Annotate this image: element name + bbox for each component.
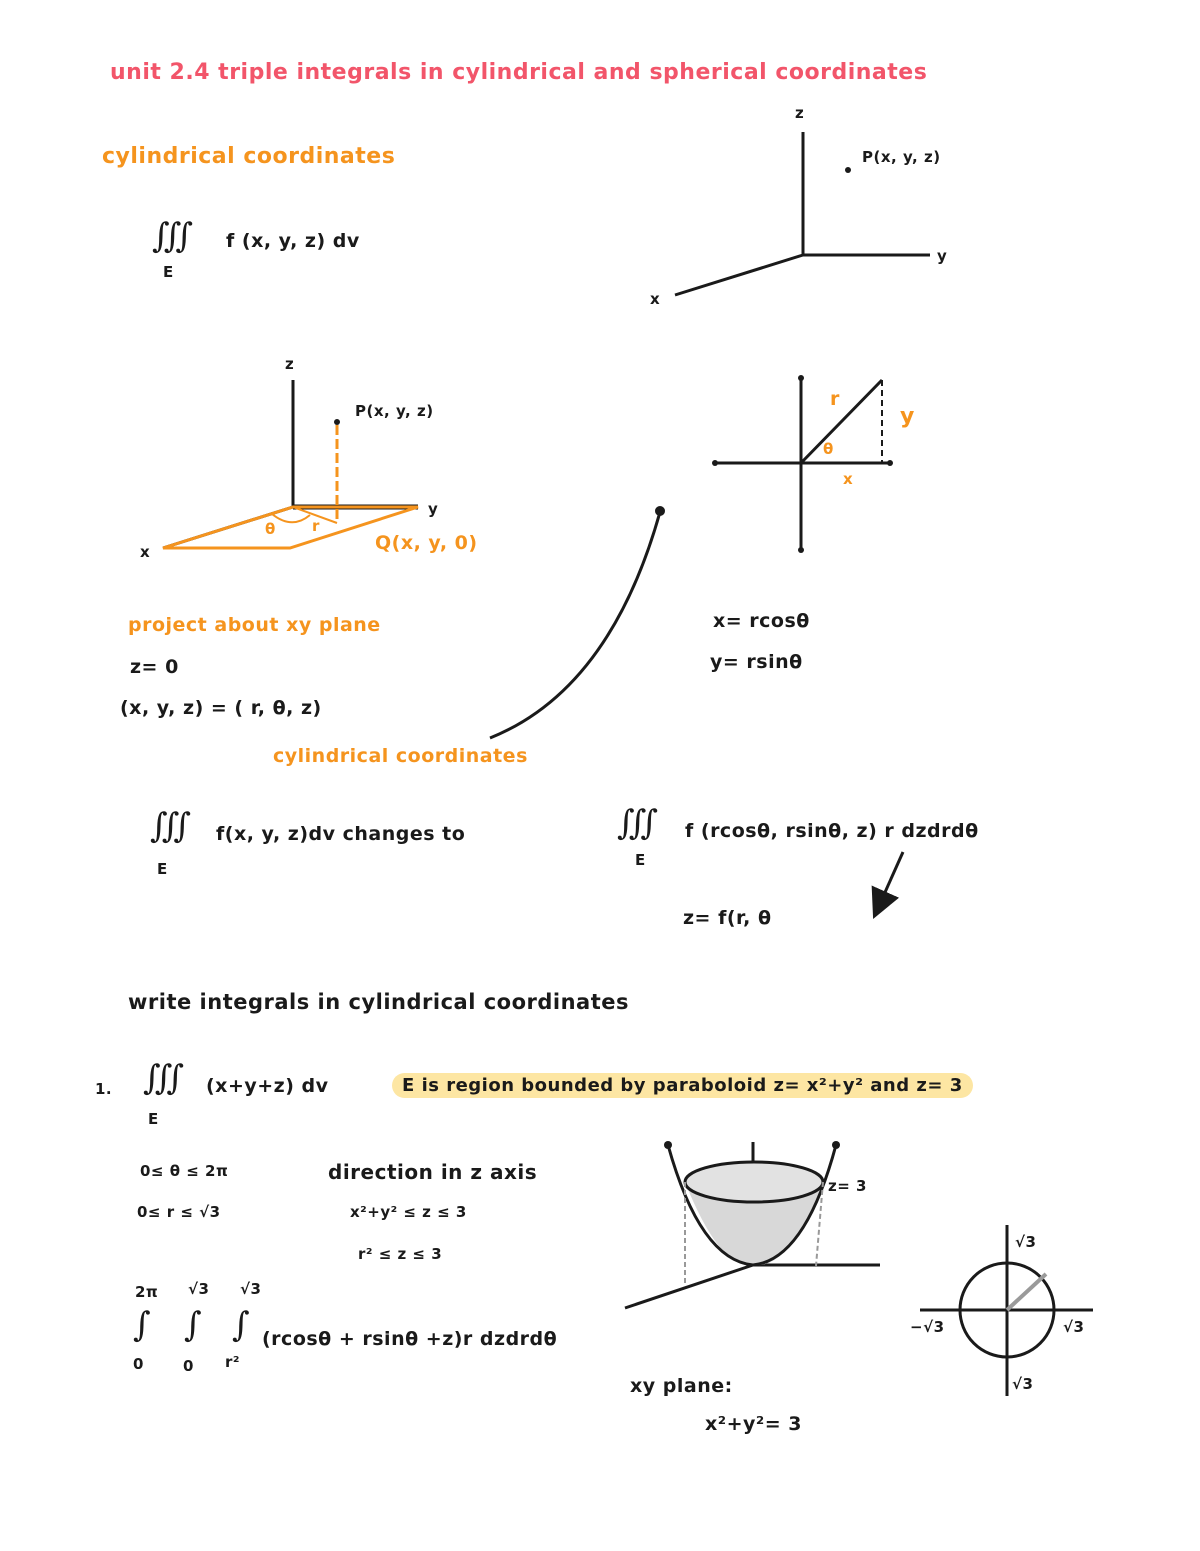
integral-region: E [148, 1110, 159, 1128]
triple-integral-symbol: ∫∫∫ [150, 806, 186, 846]
circle-xy-plane [920, 1225, 1093, 1396]
point-label: P(x, y, z) [862, 148, 941, 166]
circle-equation: x²+y²= 3 [705, 1413, 802, 1435]
circle-label-right: √3 [1063, 1318, 1085, 1336]
connector-curve [490, 512, 660, 738]
paraboloid-top-label: z= 3 [828, 1177, 867, 1195]
limit-upper-theta: 2π [135, 1283, 159, 1301]
axis-label-y: y [937, 247, 948, 265]
axis-label-z: z [285, 355, 295, 373]
point-label: P(x, y, z) [355, 402, 434, 420]
integral-expression: f (x, y, z) dv [226, 230, 360, 252]
circle-label-left: −√3 [910, 1318, 945, 1336]
cylindrical-label: cylindrical coordinates [273, 745, 528, 767]
paraboloid-sketch [625, 1141, 880, 1308]
integral-region: E [635, 851, 646, 869]
axis-label-x: x [650, 290, 661, 308]
problem-number: 1. [95, 1080, 113, 1098]
polar-y-label: y [900, 404, 915, 429]
z-equation: z= 0 [130, 656, 179, 678]
limit-upper-r: √3 [188, 1280, 210, 1298]
integral-sign-theta: ∫ [133, 1305, 152, 1345]
limit-upper-z: √3 [240, 1280, 262, 1298]
z-range-r: r² ≤ z ≤ 3 [358, 1245, 443, 1263]
problem-integral: (x+y+z) dv [206, 1075, 329, 1097]
circle-label-bottom: √3 [1012, 1375, 1034, 1393]
project-heading: project about xy plane [128, 614, 381, 636]
polar-x-label: x [843, 470, 854, 488]
theta-label: θ [265, 520, 276, 538]
projection-point-label: Q(x, y, 0) [375, 532, 478, 554]
triple-integral-symbol: ∫∫∫ [143, 1058, 179, 1098]
integral-region: E [163, 263, 174, 281]
axis-label-z: z [795, 104, 805, 122]
iterated-integrand: (rcosθ + rsinθ +z)r dzdrdθ [262, 1328, 558, 1350]
tuple-equation: (x, y, z) = ( r, θ, z) [120, 697, 322, 719]
z-function: z= f(r, θ [683, 907, 772, 929]
limit-lower-theta: 0 [133, 1355, 144, 1373]
polar-triangle [712, 375, 893, 553]
y-equation: y= rsinθ [710, 651, 803, 673]
circle-label-top: √3 [1015, 1233, 1037, 1251]
limit-lower-z: r² [225, 1353, 240, 1371]
xy-plane-label: xy plane: [630, 1375, 733, 1397]
arrow-z-func [878, 852, 903, 908]
axis-label-x: x [140, 543, 151, 561]
theta-range: 0≤ θ ≤ 2π [140, 1162, 229, 1180]
direction-label: direction in z axis [328, 1160, 538, 1184]
r-range: 0≤ r ≤ √3 [137, 1203, 221, 1221]
axis-label-y: y [428, 500, 439, 518]
x-equation: x= rcosθ [713, 610, 810, 632]
polar-theta-label: θ [823, 440, 834, 458]
z-range-xy: x²+y² ≤ z ≤ 3 [350, 1203, 467, 1221]
problem-region-highlight: E is region bounded by paraboloid z= x²+y² and z= 3 [392, 1073, 973, 1098]
triple-integral-symbol: ∫∫∫ [152, 216, 188, 256]
triple-integral-symbol: ∫∫∫ [617, 803, 653, 843]
limit-lower-r: 0 [183, 1357, 194, 1375]
point-p-dot [845, 167, 851, 173]
changes-right: f (rcosθ, rsinθ, z) r dzdrdθ [685, 820, 979, 842]
integral-sign-r: ∫ [184, 1305, 203, 1345]
page-title: unit 2.4 triple integrals in cylindrical and spherical coordinates [110, 60, 928, 85]
integral-sign-z: ∫ [232, 1305, 251, 1345]
r-label: r [312, 517, 320, 535]
section1-heading: cylindrical coordinates [102, 144, 396, 169]
integral-region: E [157, 860, 168, 878]
changes-left: f(x, y, z)dv changes to [216, 823, 466, 845]
section2-heading: write integrals in cylindrical coordinates [128, 990, 629, 1014]
polar-r-label: r [830, 388, 840, 410]
